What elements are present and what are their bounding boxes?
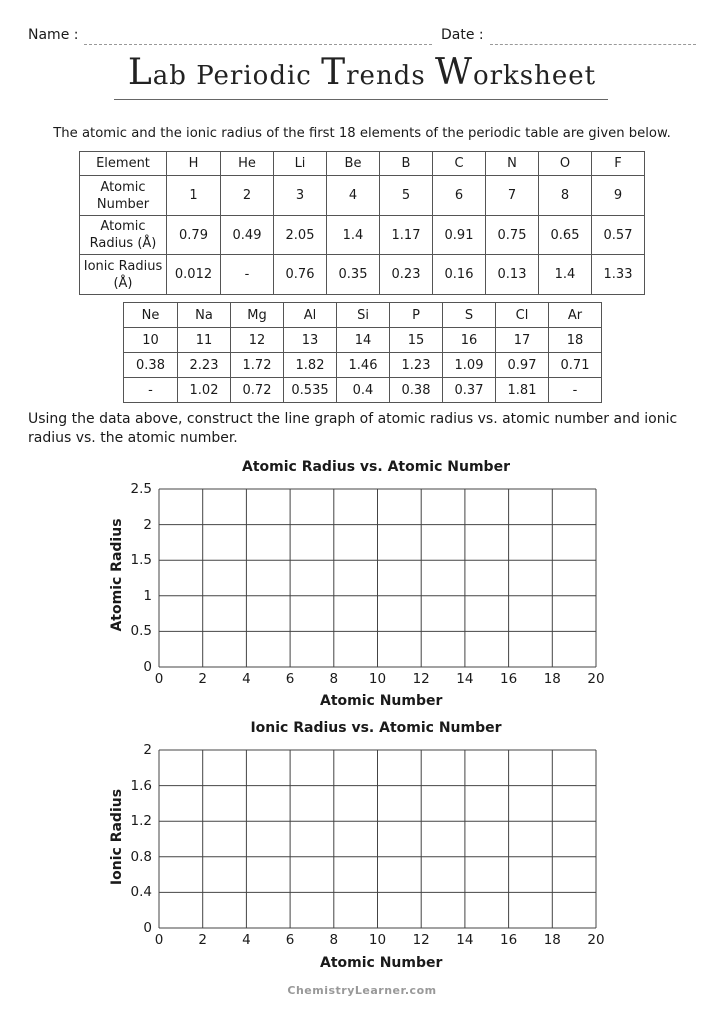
y-tick-label: 2.5 (130, 481, 152, 497)
x-tick-label: 18 (543, 932, 561, 948)
title-part-1: ab Periodic (152, 61, 322, 91)
table-cell: 0.75 (486, 216, 539, 255)
title-cap-2: T (321, 52, 347, 93)
table-cell: Ionic Radius (Å) (80, 255, 167, 295)
table-cell: 2 (221, 176, 274, 216)
table-cell: 2.05 (274, 216, 327, 255)
x-tick-label: 4 (242, 671, 251, 687)
name-label: Name : (28, 27, 79, 43)
table-cell: F (592, 152, 645, 176)
table-cell: C (433, 152, 486, 176)
x-tick-label: 12 (412, 671, 430, 687)
table-cell: - (221, 255, 274, 295)
table-cell: 17 (496, 328, 549, 353)
y-tick-label: 1.6 (130, 777, 152, 794)
x-tick-label: 6 (285, 671, 295, 687)
date-label: Date : (441, 27, 484, 43)
table-cell: 0.38 (390, 378, 443, 403)
table-cell: Al (284, 303, 337, 328)
table-cell: Atomic Radius (Å) (80, 216, 167, 255)
table-cell: 14 (337, 328, 390, 353)
table-cell: 0.012 (167, 255, 221, 295)
y-tick-label: 1.2 (130, 813, 152, 830)
table-cell: Element (80, 152, 167, 176)
x-tick-label: 0 (154, 671, 164, 687)
chart1-ylabel: Atomic Radius (109, 518, 125, 632)
table-cell: - (124, 378, 178, 403)
y-tick-label: 0 (143, 659, 152, 675)
table-cell: 0.23 (380, 255, 433, 295)
table-cell: Na (178, 303, 231, 328)
table-cell: 0.49 (221, 216, 274, 255)
chart1-title: Atomic Radius vs. Atomic Number (242, 459, 510, 475)
table-cell: He (221, 152, 274, 176)
table-cell: 1.23 (390, 353, 443, 378)
table-cell: Si (337, 303, 390, 328)
chart2-title: Ionic Radius vs. Atomic Number (250, 720, 502, 736)
table-cell: P (390, 303, 443, 328)
x-tick-label: 4 (242, 932, 251, 948)
table-cell: 1.4 (327, 216, 380, 255)
table-cell: 0.91 (433, 216, 486, 255)
table-cell: B (380, 152, 433, 176)
table-cell: 1.72 (231, 353, 284, 378)
table-cell: 1.4 (539, 255, 592, 295)
footer-credit: ChemistryLearner.com (287, 984, 437, 997)
table-cell: 18 (549, 328, 602, 353)
table-cell: 8 (539, 176, 592, 216)
table-cell: 0.13 (486, 255, 539, 295)
table-cell: 0.79 (167, 216, 221, 255)
table-cell: Li (274, 152, 327, 176)
table-cell: Ne (124, 303, 178, 328)
table-cell: H (167, 152, 221, 176)
table-cell: 16 (443, 328, 496, 353)
chart2-xlabel: Atomic Number (320, 955, 443, 971)
table-cell: Mg (231, 303, 284, 328)
table-cell: 13 (284, 328, 337, 353)
table-cell: S (443, 303, 496, 328)
x-tick-label: 20 (587, 932, 605, 948)
table-cell: 0.16 (433, 255, 486, 295)
x-tick-label: 20 (587, 671, 605, 687)
table-cell: 0.37 (443, 378, 496, 403)
table-cell: 0.97 (496, 353, 549, 378)
table-cell: 0.71 (549, 353, 602, 378)
table-cell: Atomic Number (80, 176, 167, 216)
x-tick-label: 16 (500, 671, 518, 687)
chart2-ylabel: Ionic Radius (109, 788, 125, 886)
table-cell: 10 (124, 328, 178, 353)
y-tick-label: 2 (143, 742, 152, 758)
x-tick-label: 18 (543, 671, 561, 687)
table-cell: 1.33 (592, 255, 645, 295)
table-cell: 0.57 (592, 216, 645, 255)
x-tick-label: 12 (412, 932, 430, 948)
table-cell: Ar (549, 303, 602, 328)
x-tick-label: 2 (198, 671, 207, 687)
table-cell: 4 (327, 176, 380, 216)
table-cell: 0.35 (327, 255, 380, 295)
table-cell: 1.46 (337, 353, 390, 378)
table-cell: N (486, 152, 539, 176)
y-tick-label: 2 (143, 516, 152, 533)
y-tick-label: 0.5 (130, 623, 152, 640)
table-cell: 0.76 (274, 255, 327, 295)
x-tick-label: 16 (500, 932, 518, 948)
chart1-xlabel: Atomic Number (320, 693, 443, 709)
table-cell: 0.38 (124, 353, 178, 378)
table-cell: 11 (178, 328, 231, 353)
table-cell: 0.65 (539, 216, 592, 255)
table-cell: O (539, 152, 592, 176)
table-cell: 7 (486, 176, 539, 216)
title-part-3: orksheet (472, 61, 597, 91)
y-tick-label: 0 (143, 920, 152, 936)
x-tick-label: 14 (456, 932, 474, 948)
table-cell: 0.4 (337, 378, 390, 403)
x-tick-label: 8 (329, 671, 339, 687)
table-cell: - (549, 378, 602, 403)
intro-text: The atomic and the ionic radius of the first 18 elements of the periodic table are given below. (53, 126, 671, 141)
table-cell: 3 (274, 176, 327, 216)
x-tick-label: 6 (285, 932, 295, 948)
table-cell: 9 (592, 176, 645, 216)
table-cell: 15 (390, 328, 443, 353)
table-cell: 12 (231, 328, 284, 353)
y-tick-label: 1.5 (130, 552, 152, 569)
title-cap-1: L (127, 52, 153, 93)
x-tick-label: 14 (456, 671, 474, 687)
instructions-text: Using the data above, construct the line graph of atomic radius vs. atomic number and ionic radius vs. the atomic number. (28, 411, 678, 446)
y-tick-label: 0.4 (130, 884, 152, 901)
table-cell: 0.535 (284, 378, 337, 403)
x-tick-label: 2 (198, 932, 207, 948)
table-cell: 5 (380, 176, 433, 216)
table-cell: 1.17 (380, 216, 433, 255)
x-tick-label: 10 (368, 932, 387, 948)
x-tick-label: 8 (329, 932, 339, 948)
table-cell: Cl (496, 303, 549, 328)
table-cell: 2.23 (178, 353, 231, 378)
table-cell: 1.81 (496, 378, 549, 403)
table-cell: 6 (433, 176, 486, 216)
title-cap-3: W (434, 52, 473, 93)
x-tick-label: 10 (368, 671, 387, 687)
table-cell: 1.82 (284, 353, 337, 378)
y-tick-label: 1 (143, 587, 152, 604)
table-cell: 1.02 (178, 378, 231, 403)
title-part-2: rends (346, 61, 435, 91)
y-tick-label: 0.8 (130, 848, 152, 865)
table-cell: 1 (167, 176, 221, 216)
table-cell: Be (327, 152, 380, 176)
table-cell: 1.09 (443, 353, 496, 378)
x-tick-label: 0 (154, 932, 164, 948)
table-cell: 0.72 (231, 378, 284, 403)
